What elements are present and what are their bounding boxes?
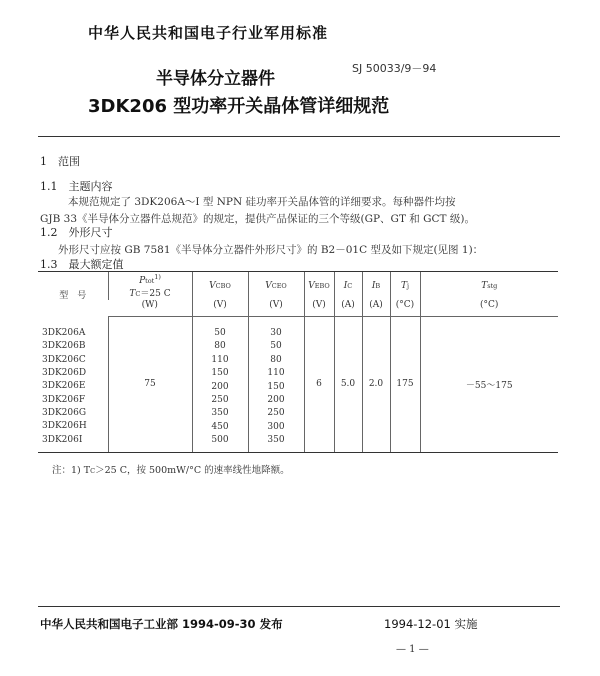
col-tj-header: Tj	[390, 272, 420, 301]
col-ptot-unit: (W)	[108, 300, 192, 317]
col-vebo-unit: (V)	[304, 300, 334, 317]
standard-type-header: 中华人民共和国电子行业军用标准	[88, 24, 329, 42]
section-1-1-text-line2: GJB 33《半导体分立器件总规范》的规定，提供产品保证的三个等级(GP、GT 和 GCT 级)。	[40, 213, 475, 225]
vcbo-value: 80	[214, 341, 226, 352]
table-footnote: 注：1) TC＞25 C，按 500mW/°C 的速率线性地降额。	[52, 465, 290, 476]
vcbo-value: 350	[211, 408, 229, 419]
vceo-value: 30	[270, 328, 282, 338]
col-vceo-unit: (V)	[248, 300, 304, 317]
vceo-value: 250	[267, 408, 285, 419]
col-vcbo-unit: (V)	[192, 300, 248, 317]
section-1-1-heading: 1.1 主题内容	[40, 180, 113, 193]
table-row-type: 3DK206G	[42, 408, 87, 419]
page-number: — 1 —	[396, 644, 429, 655]
vceo-value: 150	[267, 381, 285, 392]
type-list	[38, 327, 108, 448]
section-1-2-text: 外形尺寸应按 GB 7581《半导体分立器件外形尺寸》的 B2－01C 型及如下规定(见图 1)：	[58, 244, 484, 256]
vcbo-value: 200	[211, 381, 229, 392]
vcbo-value: 150	[211, 368, 229, 379]
vcbo-list	[193, 327, 248, 448]
vceo-list	[249, 327, 304, 448]
col-type-header: 型 号	[38, 272, 108, 317]
col-ib-header: IB	[362, 272, 390, 301]
table-row-type: 3DK206H	[42, 421, 87, 432]
implementation-date: 1994-12-01 实施	[384, 617, 478, 631]
vcbo-value: 50	[214, 328, 226, 338]
col-tj-unit: (°C)	[390, 300, 420, 317]
vceo-value: 350	[267, 435, 285, 446]
table-row-type: 3DK206D	[42, 367, 87, 378]
vcbo-value: 500	[211, 435, 229, 446]
col-ic-unit: (A)	[334, 300, 362, 317]
vceo-value: 110	[267, 368, 285, 379]
document-code: SJ 50033/9－94	[352, 62, 437, 75]
issuer-date: 中华人民共和国电子工业部 1994-09-30 发布	[40, 617, 283, 631]
ptot-value: 75	[108, 317, 192, 453]
vcbo-value: 250	[211, 394, 229, 405]
footer-divider	[38, 606, 560, 607]
section-1-3-heading: 1.3 最大额定值	[40, 258, 124, 271]
vcbo-value: 450	[211, 421, 229, 432]
vebo-value: 6	[304, 317, 334, 453]
section-1-heading: 1 范围	[40, 155, 80, 168]
col-tstg-header: Tstg	[420, 272, 558, 301]
vcbo-value: 110	[211, 354, 229, 365]
title-line-1: 半导体分立器件	[156, 69, 275, 89]
vceo-value: 50	[270, 341, 282, 352]
col-ptot-header: Ptot$^{1)}$ TC＝25 C	[108, 272, 192, 301]
tstg-value: －55～175	[420, 317, 558, 453]
vceo-value: 80	[270, 354, 282, 365]
section-1-1-text-line1: 本规范规定了 3DK206A～I 型 NPN 硅功率开关晶体管的详细要求。每种器件均按	[68, 196, 456, 208]
vceo-value: 300	[267, 421, 285, 432]
col-ic-header: IC	[334, 272, 362, 301]
vceo-value: 200	[267, 394, 285, 405]
col-vcbo-header: VCBO	[192, 272, 248, 301]
table-row-type: 3DK206C	[42, 354, 86, 365]
title-divider	[38, 136, 560, 137]
table-row-type: 3DK206A	[42, 327, 86, 338]
col-vebo-header: VEBO	[304, 272, 334, 301]
table-row-type: 3DK206B	[42, 341, 86, 352]
tj-value: 175	[390, 317, 420, 453]
col-tstg-unit: (°C)	[420, 300, 558, 317]
table-row-type: 3DK206I	[42, 434, 83, 445]
table-row-type: 3DK206F	[42, 394, 86, 405]
title-line-2: 3DK206 型功率开关晶体管详细规范	[88, 96, 390, 117]
ib-value: 2.0	[362, 317, 390, 453]
ic-value: 5.0	[334, 317, 362, 453]
table-row-type: 3DK206E	[42, 381, 86, 392]
col-ib-unit: (A)	[362, 300, 390, 317]
col-vceo-header: VCEO	[248, 272, 304, 301]
section-1-2-heading: 1.2 外形尺寸	[40, 226, 113, 239]
max-ratings-table	[38, 271, 558, 453]
